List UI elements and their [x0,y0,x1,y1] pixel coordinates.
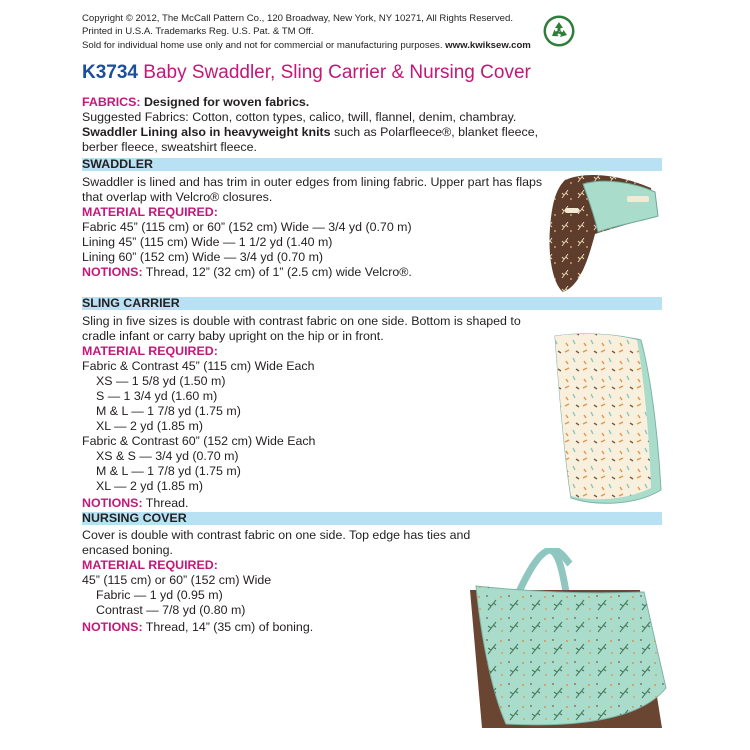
lining-rest: such as Polarfleece®, blanket fleece, [330,125,539,139]
page-title [82,62,531,84]
nursing-notions [82,620,313,635]
printed-line: Printed in U.S.A. Trademarks Reg. U.S. Pat. & TM Off. [82,26,314,38]
nursing-notions-label: NOTIONS: [82,620,143,634]
swaddler-notions-label: NOTIONS: [82,265,143,279]
recycle-icon [543,15,575,47]
copyright-block [82,12,531,52]
sling-notions-label: NOTIONS: [82,496,143,510]
website-link[interactable]: www.kwiksew.com [445,39,531,51]
fabrics-line [82,95,309,110]
sling-notions-text: Thread. [142,496,189,510]
usage-text: Sold for individual home use only and not for commercial or manufacturing purposes. [82,39,443,51]
sling-g2-size: XL — 2 yd (1.85 m) [96,479,203,493]
sling-illustration [545,330,667,510]
sling-g1-size: M & L — 1 7/8 yd (1.75 m) [96,404,241,418]
nursing-header: NURSING COVER [82,511,187,525]
copyright-line: Copyright © 2012, The McCall Pattern Co., 120 Broadway, New York, NY 10271, All Rights Reserved. [82,13,514,24]
sling-header-bar [82,297,662,310]
nursing-header-bar [82,512,662,525]
pattern-name: Baby Swaddler, Sling Carrier & Nursing Cover [143,62,531,83]
sling-group1-label: Fabric & Contrast 45” (115 cm) Wide Each [82,359,315,373]
sling-g1-size: XS — 1 5/8 yd (1.50 m) [96,374,226,388]
fabrics-label: FABRICS: [82,95,141,109]
swaddler-header: SWADDLER [82,157,153,171]
swaddler-material-3: Lining 60” (152 cm) Wide — 3/4 yd (0.70 m) [82,250,324,264]
fabrics-lining-cont: berber fleece, sweatshirt fleece. [82,140,257,154]
sling-material-label: MATERIAL REQUIRED: [82,344,218,358]
fabrics-lining [82,125,538,140]
nursing-material-3: Contrast — 7/8 yd (0.80 m) [96,603,246,617]
swaddler-notions [82,265,412,280]
sling-g1-size: XL — 2 yd (1.85 m) [96,419,203,433]
sling-desc1: Sling in five sizes is double with contrast fabric on one side. Bottom is shaped to [82,314,521,328]
lining-bold: Swaddler Lining also in heavyweight knits [82,125,331,139]
swaddler-notions-text: Thread, 12” (32 cm) of 1” (2.5 cm) wide Velcro®. [142,265,412,279]
nursing-cover-illustration [462,548,674,738]
swaddler-illustration [543,170,671,300]
nursing-desc1: Cover is double with contrast fabric on one side. Top edge has ties and [82,528,471,542]
usage-line [82,39,531,52]
swaddler-desc1: Swaddler is lined and has trim in outer edges from lining fabric. Upper part has flaps [82,175,543,189]
nursing-notions-text: Thread, 14” (35 cm) of boning. [142,620,314,634]
swaddler-material-1: Fabric 45” (115 cm) or 60” (152 cm) Wide — 3/4 yd (0.70 m) [82,220,412,234]
sling-g2-size: M & L — 1 7/8 yd (1.75 m) [96,464,241,478]
sling-group2-label: Fabric & Contrast 60” (152 cm) Wide Each [82,434,316,448]
fabrics-designed: Designed for woven fabrics. [143,95,310,109]
sling-header: SLING CARRIER [82,296,180,310]
sling-desc2: cradle infant or carry baby upright on the hip or in front. [82,329,384,343]
nursing-material-1: 45” (115 cm) or 60” (152 cm) Wide [82,573,272,587]
sling-g1-size: S — 1 3/4 yd (1.60 m) [96,389,218,403]
nursing-desc2: encased boning. [82,543,173,557]
sling-g2-size: XS & S — 3/4 yd (0.70 m) [96,449,239,463]
nursing-material-2: Fabric — 1 yd (0.95 m) [96,588,223,602]
fabrics-suggested: Suggested Fabrics: Cotton, cotton types, calico, twill, flannel, denim, chambray. [82,110,517,124]
sling-notions [82,496,189,511]
nursing-material-label: MATERIAL REQUIRED: [82,558,218,572]
swaddler-material-label: MATERIAL REQUIRED: [82,205,218,219]
swaddler-desc2: that overlap with Velcro® closures. [82,190,273,204]
swaddler-material-2: Lining 45” (115 cm) Wide — 1 1/2 yd (1.40 m) [82,235,333,249]
pattern-code: K3734 [82,62,138,83]
